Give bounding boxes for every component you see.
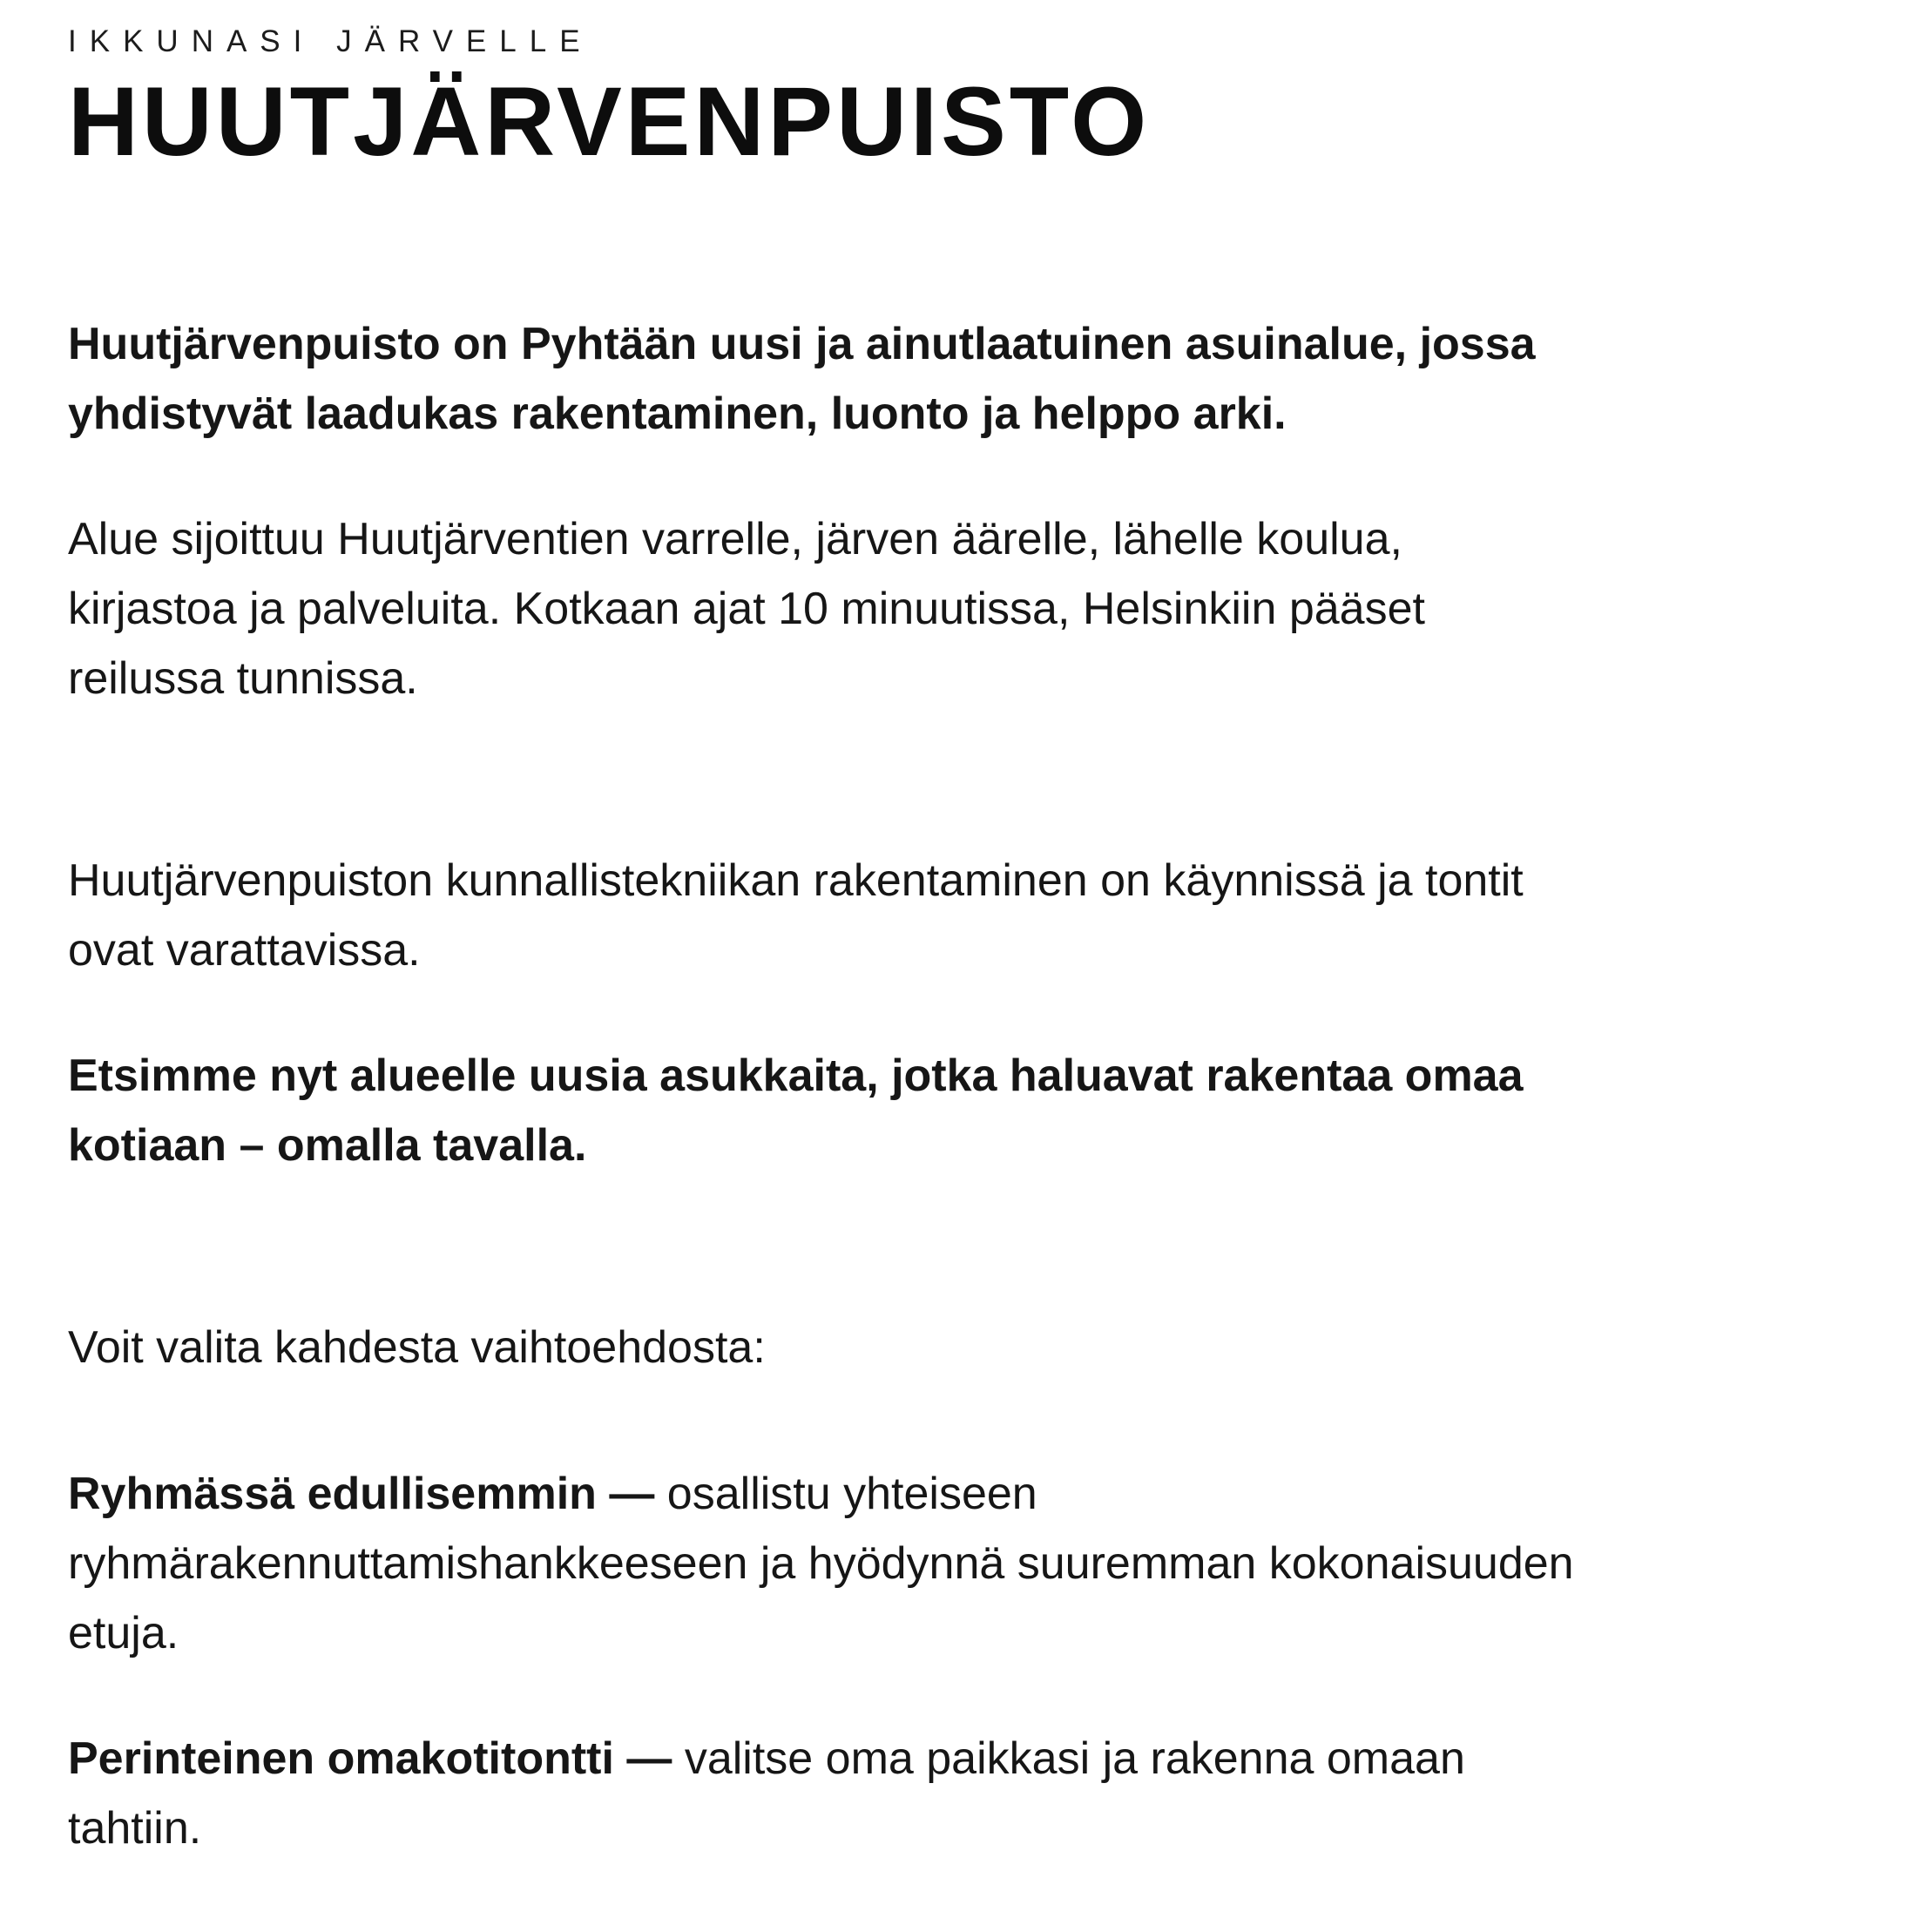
text-line: Voit valita kahdesta vaihtoehdosta:: [68, 1321, 766, 1373]
option-lead: Ryhmässä edullisemmin —: [68, 1468, 655, 1519]
paragraph-status: [68, 846, 1865, 985]
text-line: ovat varattavissa.: [68, 924, 421, 976]
text-line: [68, 1459, 1865, 1529]
paragraph-location: [68, 504, 1865, 713]
option-lead: Perinteinen omakotitontti —: [68, 1733, 672, 1784]
text-line: tahtiin.: [68, 1802, 202, 1854]
text-line: Huutjärvenpuiston kunnallistekniikan rakentaminen on käynnissä ja tontit: [68, 855, 1524, 906]
text-line: [68, 1724, 1865, 1794]
paragraph-intro: [68, 309, 1865, 449]
text-line: yhdistyvät laadukas rakentaminen, luonto ja helppo arki.: [68, 388, 1287, 439]
paragraph-call-to-residents: [68, 1041, 1865, 1180]
text-line: kotiaan – omalla tavalla.: [68, 1119, 587, 1171]
text-line: Etsimme nyt alueelle uusia asukkaita, jotka haluavat rakentaa omaa: [68, 1050, 1524, 1101]
text-line: Huutjärvenpuisto on Pyhtään uusi ja ainutlaatuinen asuinalue, jossa: [68, 318, 1536, 369]
option-lead-rest: osallistu yhteiseen: [654, 1468, 1037, 1519]
text-line: reilussa tunnissa.: [68, 652, 418, 704]
article-content: [68, 23, 1865, 1863]
text-line: kirjastoa ja palveluita. Kotkaan ajat 10 minuutissa, Helsinkiin pääset: [68, 583, 1425, 634]
paragraph-options-intro: [68, 1313, 1865, 1382]
paragraph-option-own-plot: [68, 1724, 1865, 1863]
page-title: HUUTJÄRVENPUISTO: [68, 66, 1151, 176]
text-line: etuja.: [68, 1607, 179, 1658]
eyebrow-label: IKKUNASI JÄRVELLE: [68, 24, 593, 58]
text-line: ryhmärakennuttamishankkeeseen ja hyödynnä suuremman kokonaisuuden: [68, 1537, 1574, 1589]
option-lead-rest: valitse oma paikkasi ja rakenna omaan: [672, 1733, 1465, 1784]
text-line: Alue sijoittuu Huutjärventien varrelle, järven äärelle, lähelle koulua,: [68, 513, 1402, 564]
paragraph-option-group-build: [68, 1459, 1865, 1668]
